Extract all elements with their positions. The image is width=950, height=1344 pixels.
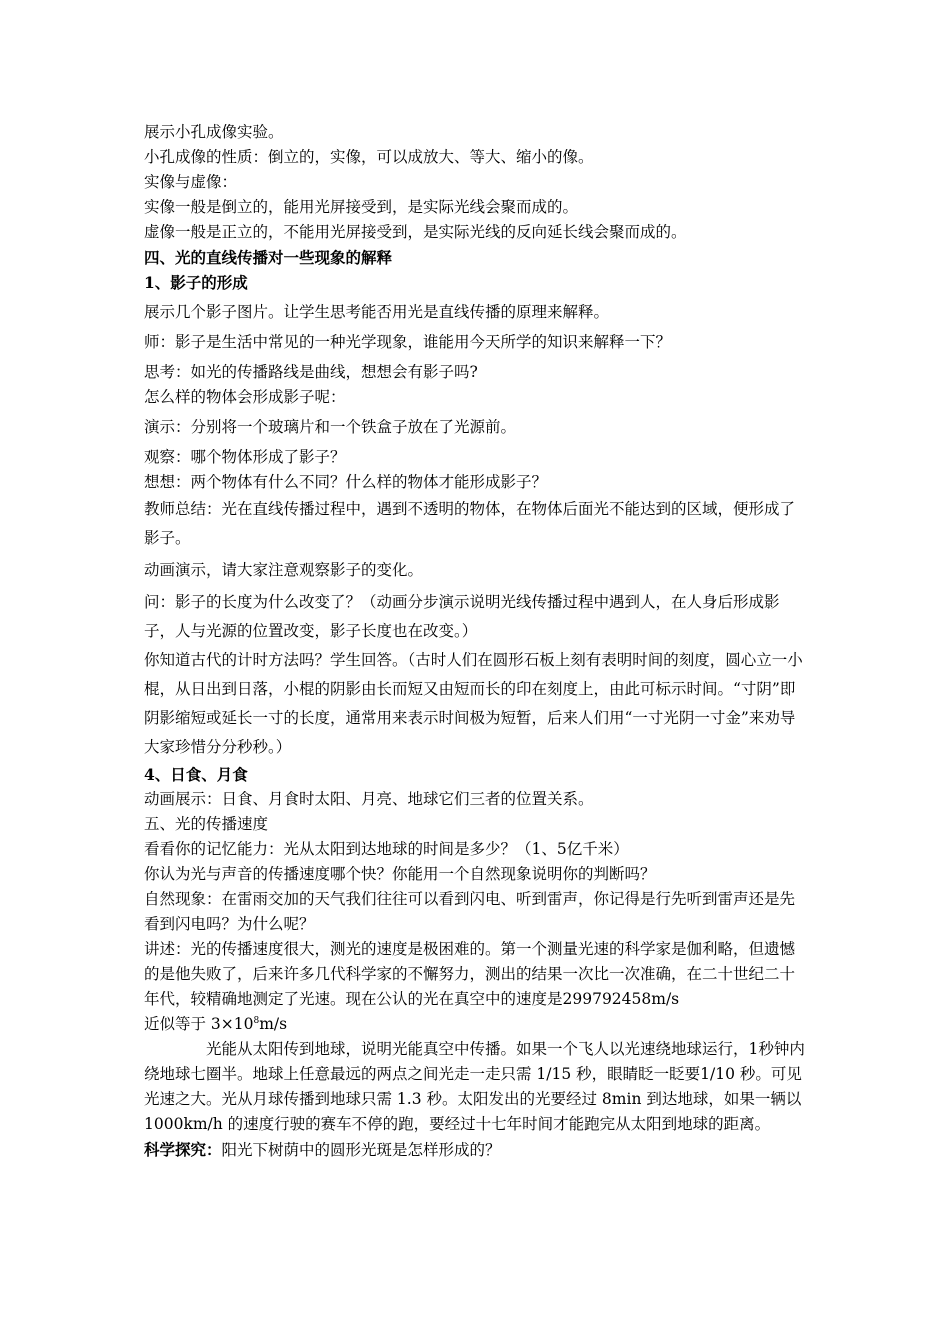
paragraph: 光能从太阳传到地球，说明光能真空中传播。如果一个飞人以光速绕地球运行，1秒钟内绕地球七圈半。地球上任意最远的两点之间光走一走只需 1/15 秒，眼睛眨一眨要1/10 秒。可见光速之大。光从月球传播到地球只需 1.3 秒。太阳发出的光要经过 8min 到达地球，如果一辆以 1000km/h 的速度行驶的赛车不停的跑，要经过十七年时间才能跑完从太阳到地球的距离。 bbox=[144, 1040, 805, 1133]
paragraph: 自然现象：在雷雨交加的天气我们往往可以看到闪电、听到雷声，你记得是行先听到雷声还是先看到闪电吗？为什么呢？ bbox=[144, 890, 796, 933]
text-run: 近似等于 3×10 bbox=[144, 1015, 254, 1033]
paragraph: 师：影子是生活中常见的一种光学现象，谁能用今天所学的知识来解释一下？ bbox=[144, 333, 672, 351]
paragraph: 你认为光与声音的传播速度哪个快？你能用一个自然现象说明你的判断吗？ bbox=[144, 865, 656, 883]
paragraph: 小孔成像的性质：倒立的，实像，可以成放大、等大、缩小的像。 bbox=[144, 148, 594, 166]
paragraph: 动画演示，请大家注意观察影子的变化。 bbox=[144, 561, 424, 579]
paragraph: 问：影子的长度为什么改变了？（动画分步演示说明光线传播过程中遇到人，在人身后形成影子，人与光源的位置改变，影子长度也在改变。） bbox=[144, 593, 780, 640]
paragraph bbox=[144, 1137, 810, 1163]
paragraph: 实像一般是倒立的，能用光屏接受到，是实际光线会聚而成的。 bbox=[144, 198, 579, 216]
paragraph: 你知道古代的计时方法吗？学生回答。（古时人们在圆形石板上刻有表明时间的刻度，圆心立一小棍，从日出到日落，小棍的阴影由长而短又由短而长的印在刻度上，由此可标示时间。“寸阴”即阴影缩短或延长一寸的长度，通常用来表示时间极为短暂，后来人们用“一寸光阴一寸金”来劝导大家珍惜分分秒秒。） bbox=[144, 651, 803, 756]
section-heading: 四、光的直线传播对一些现象的解释 bbox=[144, 248, 393, 267]
paragraph: 怎么样的物体会形成影子呢： bbox=[144, 388, 346, 406]
subsection-heading: 1、影子的形成 bbox=[144, 273, 248, 292]
paragraph: 实像与虚像： bbox=[144, 173, 238, 191]
text-run: 阳光下树荫中的圆形光斑是怎样形成的？ bbox=[221, 1141, 501, 1159]
document-body bbox=[144, 120, 810, 1163]
paragraph bbox=[144, 1012, 810, 1037]
bold-label: 科学探究： bbox=[144, 1140, 222, 1159]
section-heading: 五、光的传播速度 bbox=[144, 815, 269, 833]
paragraph: 思考：如光的传播路线是曲线，想想会有影子吗? bbox=[144, 363, 478, 381]
paragraph: 演示：分别将一个玻璃片和一个铁盒子放在了光源前。 bbox=[144, 418, 517, 436]
text-run: m/s bbox=[259, 1015, 288, 1033]
paragraph: 虚像一般是正立的，不能用光屏接受到，是实际光线的反向延长线会聚而成的。 bbox=[144, 223, 687, 241]
paragraph: 教师总结：光在直线传播过程中，遇到不透明的物体，在物体后面光不能达到的区域，便形成了影子。 bbox=[144, 500, 796, 547]
paragraph: 观察：哪个物体形成了影子？ bbox=[144, 448, 346, 466]
exponent: 8 bbox=[253, 1016, 260, 1026]
paragraph: 展示几个影子图片。让学生思考能否用光是直线传播的原理来解释。 bbox=[144, 303, 610, 321]
paragraph: 动画展示：日食、月食时太阳、月亮、地球它们三者的位置关系。 bbox=[144, 790, 594, 808]
paragraph: 讲述：光的传播速度很大，测光的速度是极困难的。第一个测量光速的科学家是伽利略，但遗憾的是他失败了，后来许多几代科学家的不懈努力，测出的结果一次比一次准确，在二十世纪二十年代，较精确地测定了光速。现在公认的光在真空中的速度是299792458m/s bbox=[144, 940, 796, 1008]
paragraph: 看看你的记忆能力：光从太阳到达地球的时间是多少？（1、5亿千米） bbox=[144, 840, 629, 858]
paragraph: 展示小孔成像实验。 bbox=[144, 123, 284, 141]
subsection-heading: 4、日食、月食 bbox=[144, 765, 248, 784]
paragraph: 想想：两个物体有什么不同？什么样的物体才能形成影子？ bbox=[144, 473, 548, 491]
